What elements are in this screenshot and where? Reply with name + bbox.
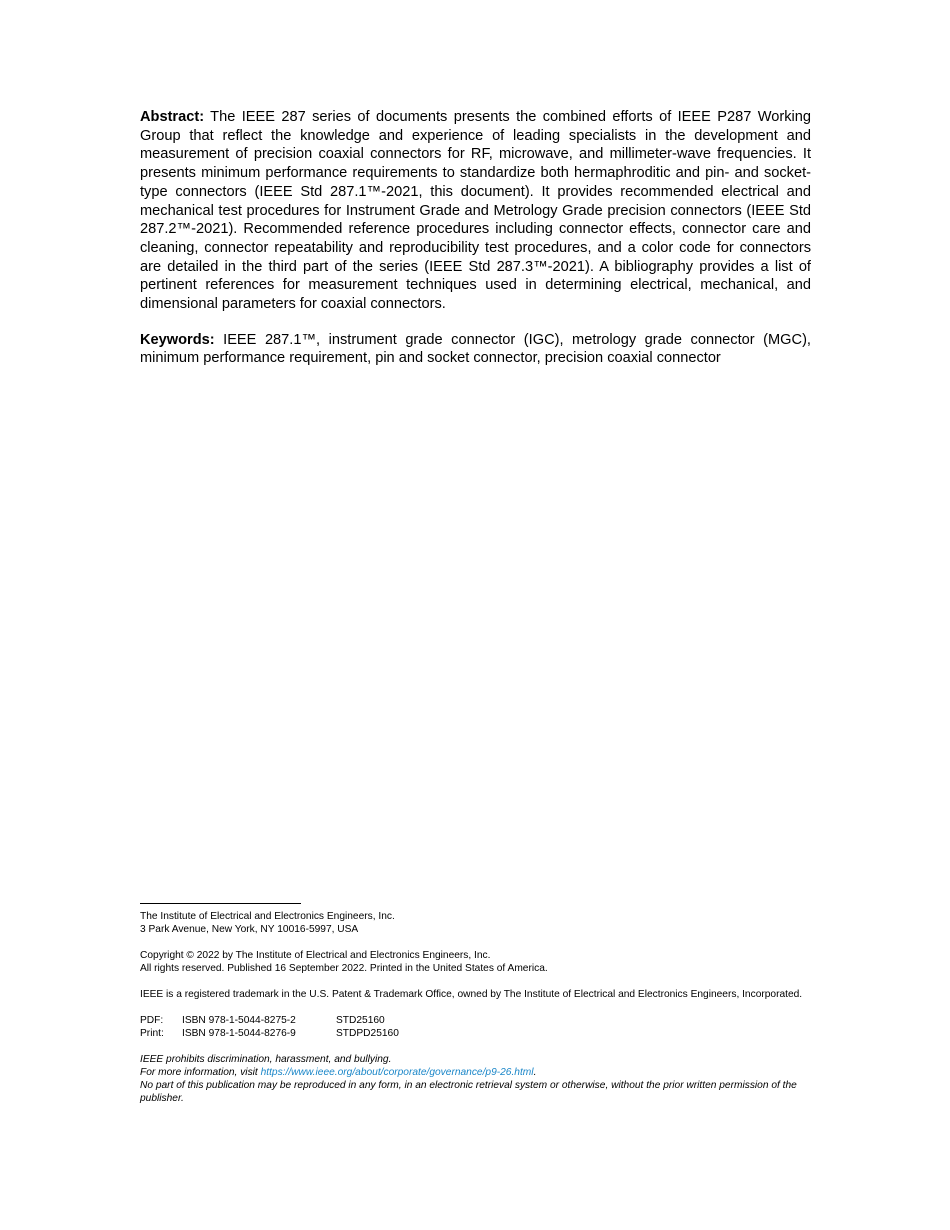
more-info-line [140, 1066, 811, 1079]
policy-notice [140, 1053, 811, 1105]
copyright-info [140, 949, 811, 975]
isbn-code: STD25160 [336, 1015, 385, 1026]
abstract-text: The IEEE 287 series of documents presents the combined efforts of IEEE P287 Working Group that reflect the knowledge and experience of leading specialists in the development and measurement of precision coaxial connectors for RF, microwave, and millimeter-wave frequencies. It presents minimum performance requirements to standardize both hermaphroditic and pin- and socket-type connectors (IEEE Std 287.1™-2021, this document). It provides recommended electrical and mechanical test procedures for Instrument Grade and Metrology Grade precision connectors (IEEE Std 287.2™-2021). Recommended reference procedures including connector effects, connector care and cleaning, connector repeatability and reproducibility test procedures, and a color code for connectors are detailed in the third part of the series (IEEE Std 287.3™-2021). A bibliography provides a list of pertinent references for measurement techniques used in determining electrical, mechanical, and dimensional parameters for coaxial connectors. [140, 109, 811, 313]
isbn-format: Print: [140, 1028, 164, 1039]
more-info-prefix: For more information, visit [140, 1067, 261, 1078]
publisher-name: The Institute of Electrical and Electronics Engineers, Inc. [140, 911, 395, 922]
more-info-suffix: . [533, 1067, 537, 1078]
anti-harassment-statement: IEEE prohibits discrimination, harassment, and bullying. [140, 1054, 392, 1065]
isbn-number: ISBN 978-1-5044-8276-9 [182, 1028, 296, 1039]
publisher-address: 3 Park Avenue, New York, NY 10016-5997, USA [140, 924, 359, 935]
trademark-notice: IEEE is a registered trademark in the U.S. Patent & Trademark Office, owned by The Institute of Electrical and Electronics Engineers, Incorporated. [140, 989, 803, 1000]
isbn-table [140, 1014, 811, 1040]
publication-footer [140, 903, 811, 1118]
rights-line: All rights reserved. Published 16 September 2022. Printed in the United States of America. [140, 963, 548, 974]
keywords-label: Keywords: [140, 331, 215, 348]
document-body [140, 108, 811, 368]
copyright-line: Copyright © 2022 by The Institute of Electrical and Electronics Engineers, Inc. [140, 950, 491, 961]
isbn-code: STDPD25160 [336, 1028, 399, 1039]
keywords-paragraph [140, 331, 811, 368]
isbn-number: ISBN 978-1-5044-8275-2 [182, 1015, 296, 1026]
publisher-info [140, 910, 811, 936]
reproduction-notice: No part of this publication may be reproduced in any form, in an electronic retrieval system or otherwise, without the prior written permission of the publisher. [140, 1080, 797, 1104]
policy-link[interactable]: https://www.ieee.org/about/corporate/governance/p9-26.html [260, 1067, 534, 1078]
isbn-row-pdf [140, 1014, 811, 1027]
footer-divider [140, 903, 301, 904]
isbn-row-print [140, 1027, 811, 1040]
abstract-label: Abstract: [140, 109, 205, 125]
keywords-text: IEEE 287.1™, instrument grade connector (IGC), metrology grade connector (MGC), minimum performance requirement, pin and socket connector, precision coaxial connector [140, 331, 811, 367]
isbn-format: PDF: [140, 1015, 164, 1026]
abstract-paragraph [140, 108, 811, 314]
